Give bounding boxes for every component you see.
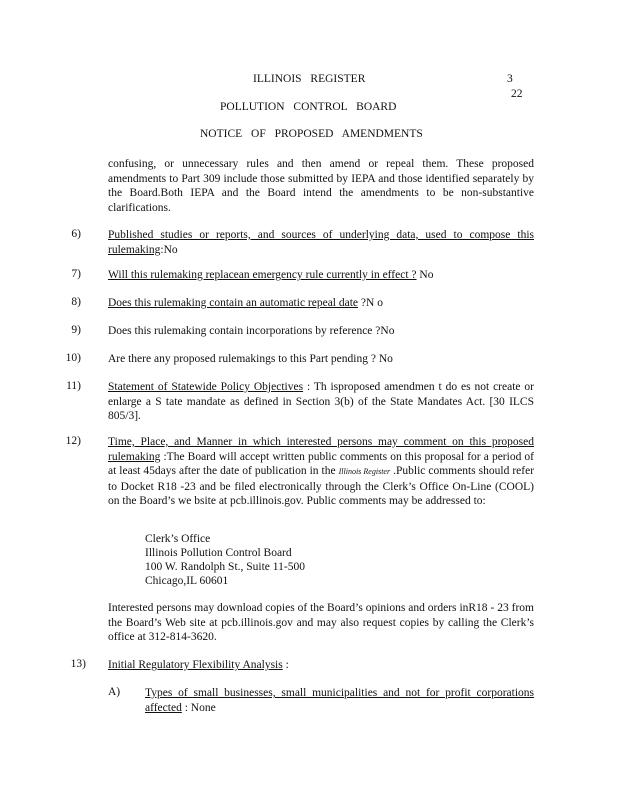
register-title: ILLINOIS REGISTER [253,73,366,85]
illinois-register-ref: Illinois Register [338,467,391,476]
item-7 [108,268,534,283]
item-8 [108,296,534,311]
item-13 [108,658,534,673]
item-8-question: Does this rulemaking contain an automatic repeal date [108,297,359,309]
page-number: 3 [507,73,513,85]
item-11-question: Statement of Statewide Policy Objectives [108,381,304,393]
item-7-question: Will this rulemaking replacean emergency rule currently in effect ? [108,269,417,281]
item-11 [108,380,534,424]
item-13-question: Initial Regulatory Flexibility Analysis [108,659,283,671]
item-13a-answer: : None [184,701,216,714]
item-11-answer: : Th isproposed amendmen t do es not create or enlarge a S tate mandate as defined in Section 3(b) of the State Mandates Act. [30 ILCS 805/3]. [108,381,534,422]
item-6-question: Published studies or reports, and sources of underlying data, used to compose this rulemaking [108,229,534,256]
item-13a-question: Types of small businesses, small municipalities and not for profit corporations affected [145,687,534,714]
item-7-answer: No [419,269,434,281]
item-number: 12) [65,435,81,447]
item-8-answer: ?N o [360,297,383,309]
item-13a [145,686,534,715]
item-12-answer: :The Board will accept written public comments on this proposal for a period of at least 45days after the date of publication in the [108,450,534,477]
item-9-question: Does this rulemaking contain incorporations by reference ?No [108,325,395,337]
item-number: 13) [70,658,86,670]
item-12-question: Time, Place, and Manner in which interested persons may comment on this proposed rulemaking [108,436,534,463]
item-10-question: Are there any proposed rulemakings to this Part pending ? No [108,353,393,365]
item-number: 6) [71,228,81,240]
address-line: Chicago,IL 60601 [145,575,229,587]
item-6-answer: :No [160,243,178,256]
item-12 [108,435,534,509]
address-line: Clerk’s Office [145,533,211,545]
item-number: 11) [66,380,81,392]
notice-title: NOTICE OF PROPOSED AMENDMENTS [200,128,423,140]
address-line: Illinois Pollution Control Board [145,547,292,559]
address-line: 100 W. Randolph St., Suite 11-500 [145,561,305,573]
issue-number: 22 [511,88,523,100]
intro-paragraph: confusing, or unnecessary rules and then amend or repeal them. These proposed amendments to Part 309 include those submitted by IEPA and those identified separately by the Board.Both IEPA and the Board intend the amendments to be non-substantive clarifications. [108,158,534,214]
item-number: 9) [71,324,81,336]
item-13-answer: : [285,659,289,671]
item-number: 8) [71,296,81,308]
sub-item-letter: A) [108,686,121,698]
item-12-answer-cont: .Public comments should refer to Docket R18 -23 and be filed electronically through the Clerk’s Office On-Line (COOL) on the Board’s we bsite at pcb.illinois.gov. Public comments may be addressed to: [108,465,535,507]
item-number: 10) [65,352,81,364]
board-title: POLLUTION CONTROL BOARD [220,101,397,113]
mailing-address [145,532,305,588]
interested-persons-paragraph: Interested persons may download copies of the Board’s opinions and orders inR18 - 23 from the Board’s Web site at pcb.illinois.gov and may also request copies by calling the Clerk’s office at 312-814-3620. [108,602,534,643]
item-6 [108,228,534,257]
item-number: 7) [71,268,81,280]
